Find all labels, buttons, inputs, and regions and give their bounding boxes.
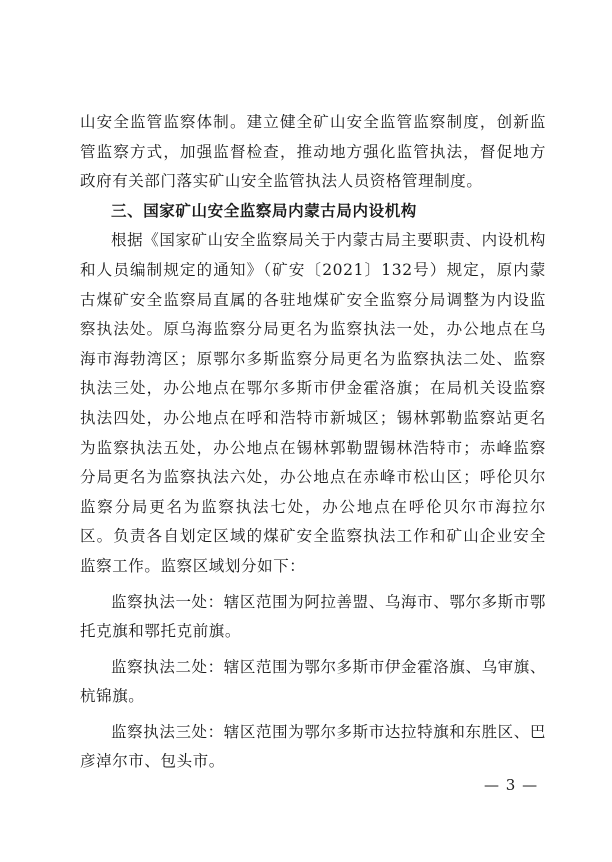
- list-item: 监察执法二处：辖区范围为鄂尔多斯市伊金霍洛旗、乌审旗、杭锦旗。: [80, 657, 546, 706]
- page-number: — 3 —: [484, 776, 539, 794]
- list-item: 监察执法一处：辖区范围为阿拉善盟、乌海市、鄂尔多斯市鄂托克旗和鄂托克前旗。: [80, 592, 546, 641]
- paragraph-main: 根据《国家矿山安全监察局关于内蒙古局主要职责、内设机构和人员编制规定的通知》（矿安〔2021〕132号）规定，原内蒙古煤矿安全监察局直属的各驻地煤矿安全监察分局调整为内设监察执法处。原乌海监察分局更名为监察执法一处，办公地点在乌海市海勃湾区；原鄂尔多斯监察分局更名为监察执法二处、监察执法三处，办公地点在鄂尔多斯市伊金霍洛旗；在局机关设监察执法四处，办公地点在呼和浩特市新城区；锡林郭勒监察站更名为监察执法五处，办公地点在锡林郭勒盟锡林浩特市；赤峰监察分局更名为监察执法六处，办公地点在赤峰市松山区；呼伦贝尔监察分局更名为监察执法七处，办公地点在呼伦贝尔市海拉尔区。负责各自划定区域的煤矿安全监察执法工作和矿山企业安全监察工作。监察区域划分如下：: [80, 231, 546, 575]
- section-heading: 三、国家矿山安全监察局内蒙古局内设机构: [111, 201, 417, 220]
- list-item: 监察执法三处：辖区范围为鄂尔多斯市达拉特旗和东胜区、巴彦淖尔市、包头市。: [80, 722, 546, 771]
- document-body: [80, 108, 546, 777]
- paragraph-continuation: 山安全监管监察体制。建立健全矿山安全监管监察制度，创新监管监察方式，加强监督检查，推动地方强化监管执法，督促地方政府有关部门落实矿山安全监管执法人员资格管理制度。: [80, 113, 546, 191]
